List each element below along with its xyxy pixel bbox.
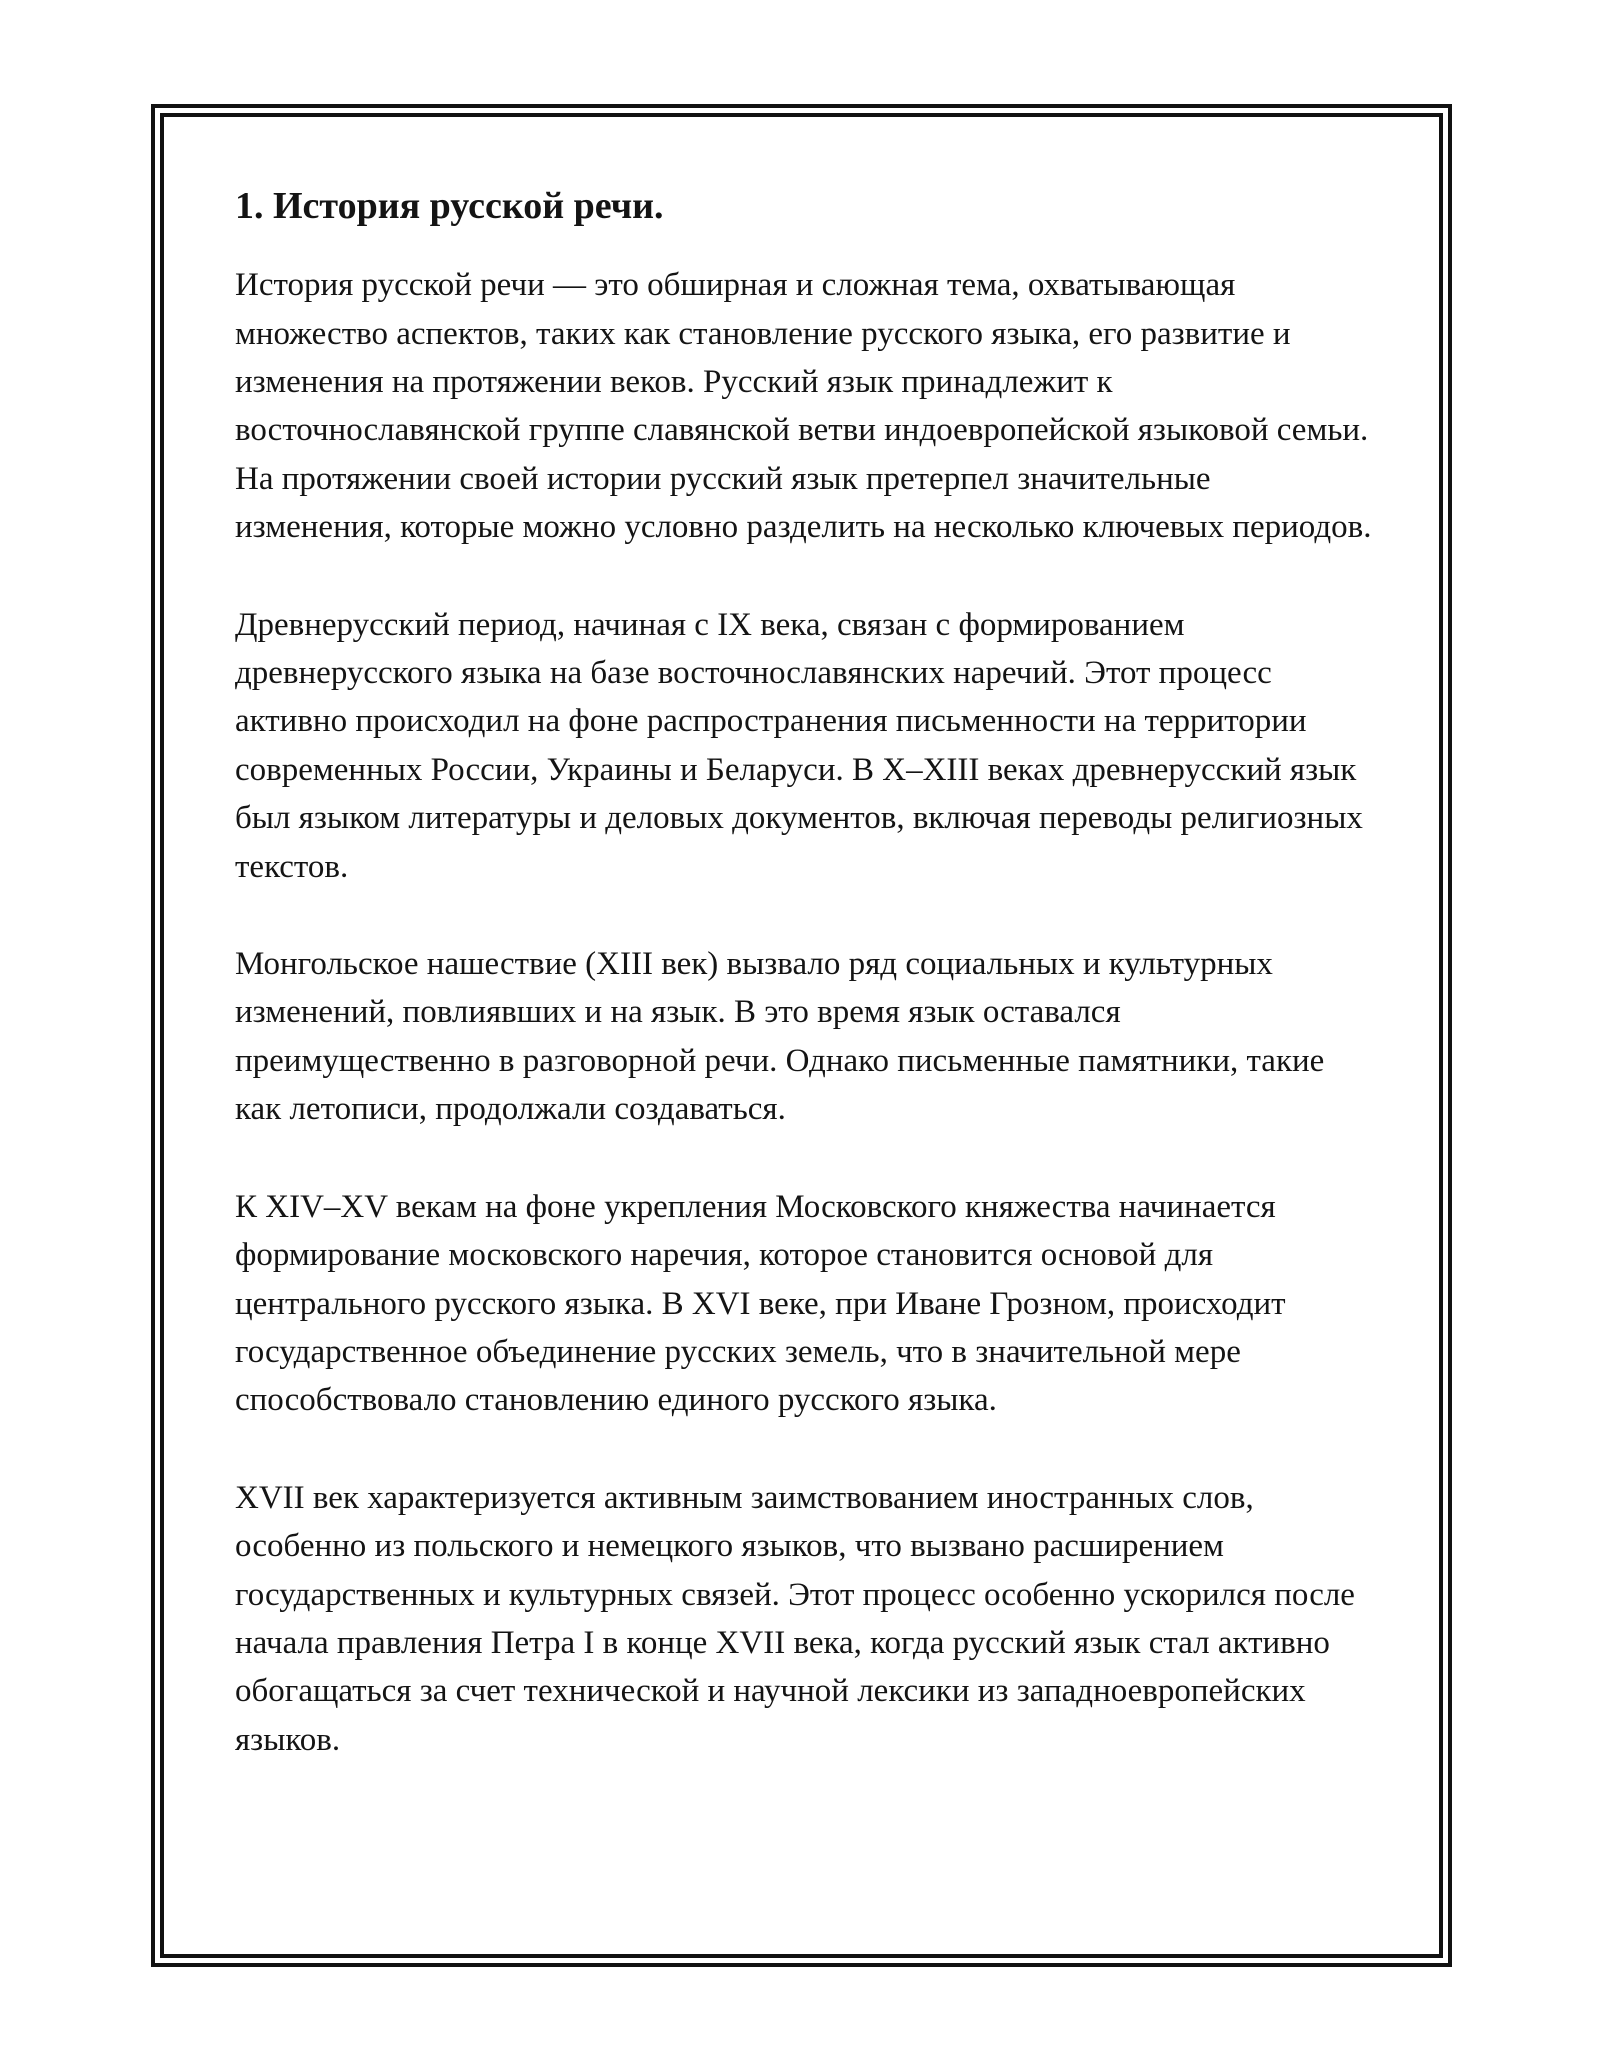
paragraph-mongol-invasion: Монгольское нашествие (XIII век) вызвало ряд социальных и культурных изменений, повлиявших и на язык. В это время язык оставался преимущественно в разговорной речи. Однако письменные памятники, такие как летописи, продолжали создаваться.: [235, 946, 1325, 1128]
paragraph-intro: История русской речи — это обширная и сложная тема, охватывающая множество аспектов, таких как становление русского языка, его развитие и изменения на протяжении веков. Русский язык принадлежит к восточнославянской группе славянской ветви индоевропейской языковой семьи. На протяжении своей истории русский язык претерпел значительные изменения, которые можно условно разделить на несколько ключевых периодов.: [235, 267, 1372, 546]
paragraph-old-russian-period: Древнерусский период, начиная с IX века, связан с формированием древнерусского языка на базе восточнославянских наречий. Этот процесс активно происходил на фоне распространения письменности на территории современных России, Украины и Беларуси. В X–XIII веках древнерусский язык был языком литературы и деловых документов, включая переводы религиозных текстов.: [235, 606, 1363, 885]
section-title: 1. История русской речи.: [235, 185, 664, 227]
paragraph-moscow-dialect: К XIV–XV векам на фоне укрепления Московского княжества начинается формирование московского наречия, которое становится основой для центрального русского языка. В XVI веке, при Иване Грозном, происходит государственное объединение русских земель, что в значительной мере способствовало становлению единого русского языка.: [235, 1188, 1286, 1419]
document-body: [235, 180, 1375, 1813]
paragraph-17th-century: XVII век характеризуется активным заимствованием иностранных слов, особенно из польского и немецкого языков, что вызвано расширением государственных и культурных связей. Этот процесс особенно ускорился после начала правления Петра I в конце XVII века, когда русский язык стал активно обогащаться за счет технической и научной лексики из западноевропейских языков.: [235, 1479, 1355, 1758]
